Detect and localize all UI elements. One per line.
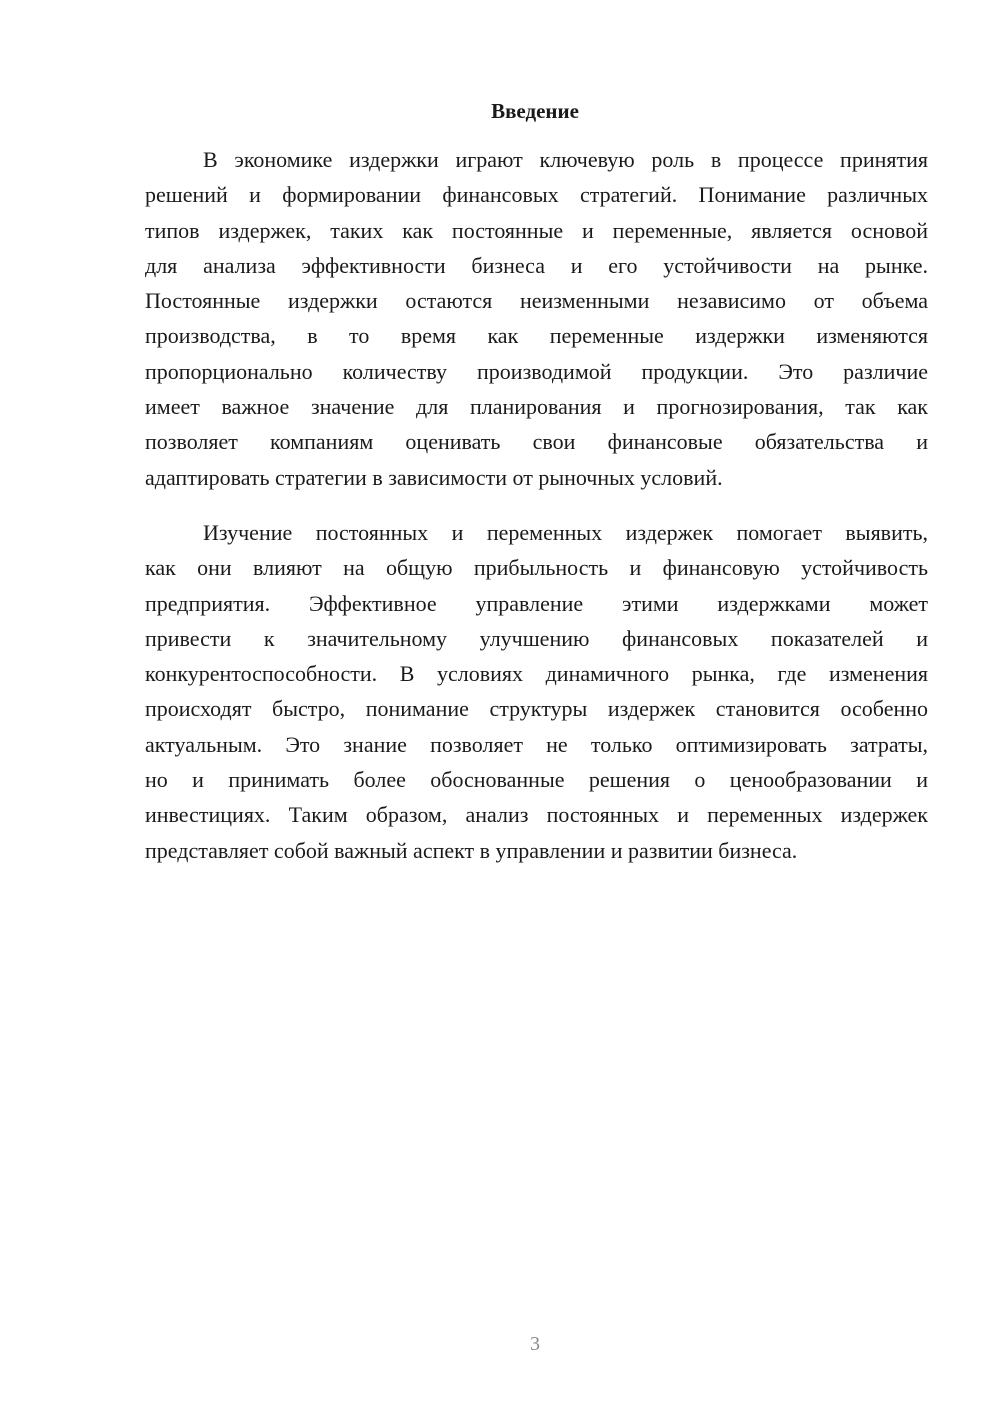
paragraph-line: В экономике издержки играют ключевую роль в процессе принятия [203, 147, 928, 172]
paragraph-line: производства, в то время как переменные издержки изменяются [145, 323, 928, 349]
section-title: Введение [491, 99, 579, 123]
paragraph-line: типов издержек, таких как постоянные и переменные, является основой [145, 217, 928, 243]
paragraph-1 [145, 142, 928, 495]
paragraph-line: как они влияют на общую прибыльность и финансовую устойчивость [145, 555, 928, 581]
paragraph-2 [145, 515, 928, 868]
paragraph-line: происходят быстро, понимание структуры издержек становится особенно [145, 696, 928, 722]
paragraph-line: предприятия. Эффективное управление этими издержками может [145, 590, 928, 616]
paragraph-line: решений и формировании финансовых стратегий. Понимание различных [145, 182, 928, 208]
paragraph-line: конкурентоспособности. В условиях динамичного рынка, где изменения [145, 661, 928, 687]
paragraph-line: представляет собой важный аспект в управлении и развитии бизнеса. [145, 837, 798, 863]
paragraph-line: пропорционально количеству производимой продукции. Это различие [145, 358, 928, 384]
paragraph-line: Постоянные издержки остаются неизменными независимо от объема [145, 288, 928, 314]
paragraph-line: имеет важное значение для планирования и прогнозирования, так как [145, 394, 928, 420]
paragraph-line: Изучение постоянных и переменных издержек помогает выявить, [203, 520, 928, 545]
paragraph-line: привести к значительному улучшению финансовых показателей и [145, 625, 928, 651]
paragraph-line: инвестициях. Таким образом, анализ постоянных и переменных издержек [145, 802, 928, 828]
paragraph-line: для анализа эффективности бизнеса и его устойчивости на рынке. [145, 252, 928, 278]
paragraph-line: адаптировать стратегии в зависимости от рыночных условий. [145, 464, 723, 490]
paragraph-line: актуальным. Это знание позволяет не только оптимизировать затраты, [145, 731, 928, 757]
page-number: 3 [530, 1333, 540, 1355]
paragraph-line: позволяет компаниям оценивать свои финансовые обязательства и [145, 429, 928, 455]
paragraph-line: но и принимать более обоснованные решения о ценообразовании и [145, 767, 928, 793]
